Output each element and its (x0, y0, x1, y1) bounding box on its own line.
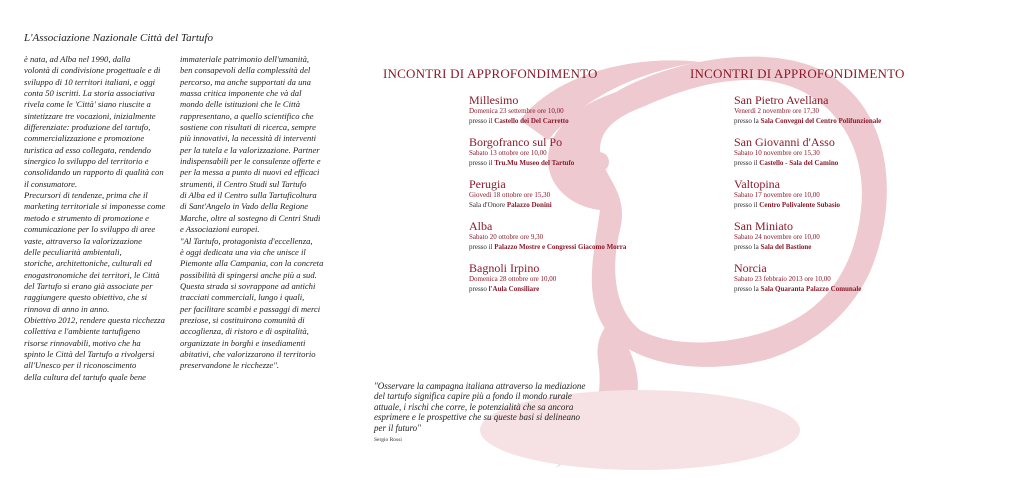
text-line: per la messa a punto di nuovi ed efficaci (180, 167, 320, 178)
text-line: volontà di condivisione progettuale e di (24, 65, 161, 76)
text-line: è nata, ad Alba nel 1990, dalla (24, 54, 131, 64)
text-line: massa critica imponente che và dal (180, 88, 302, 99)
meeting-item (469, 178, 719, 220)
text-line: risorse rinnovabili, motivo che ha (24, 337, 141, 348)
meeting-date: Sabato 10 novembre ore 15,30 (734, 149, 820, 157)
meeting-date: Sabato 13 ottobre ore 10,00 (469, 149, 547, 157)
meeting-item (469, 262, 719, 304)
meeting-city: Valtopina (734, 177, 780, 191)
text-line: storiche, architettoniche, culturali ed (24, 258, 152, 269)
text-line: conta 50 iscritti. La storia associativa (24, 88, 155, 99)
meeting-venue (734, 159, 984, 169)
meeting-venue-prefix: presso il (734, 158, 758, 167)
text-line: più innovativi, la necessità di interventi (180, 133, 317, 144)
meeting-item (734, 94, 984, 136)
meeting-venue (734, 117, 984, 127)
text-line: Obiettivo 2012, rendere questa ricchezza (24, 314, 165, 325)
meeting-item (734, 178, 984, 220)
meeting-date: Venerdì 2 novembre ore 17,30 (734, 107, 819, 115)
text-line: differenziate: produzione del tartufo, (24, 122, 151, 133)
meeting-venue-prefix: presso la (734, 242, 759, 251)
text-line: spinto le Città del Tartufo a rivolgersi (24, 348, 155, 359)
text-line: strumenti, il Centro Studi sul Tartufo (180, 178, 307, 189)
text-line: all'Unesco per il riconoscimento (24, 360, 137, 371)
text-line: vaste, attraverso la valorizzazione (24, 235, 142, 246)
text-line: per la tutela e la valorizzazione. Partner (180, 144, 320, 155)
meeting-venue-prefix: presso il (469, 116, 493, 125)
meeting-venue-name: Sala Convegni del Centro Polifunzionale (760, 116, 882, 125)
meeting-venue-name: Palazzo Mostre e Congressi Giacomo Morra (494, 242, 627, 251)
text-line: delle peculiarità ambientali, (24, 246, 122, 257)
meetings-right-list (734, 94, 984, 304)
meeting-item (734, 220, 984, 262)
meeting-venue (469, 285, 719, 295)
text-line: indispensabili per le consulenze offerte e (180, 156, 321, 167)
text-line: "Al Tartufo, protagonista d'eccellenza, (180, 235, 313, 246)
text-line: raggiungere questo obiettivo, che si (24, 292, 148, 303)
association-title: L'Associazione Nazionale Città del Tartufo (24, 32, 213, 44)
meeting-venue (734, 243, 984, 253)
text-line: sinergico lo sviluppo del territorio e (24, 156, 149, 167)
meeting-venue (469, 117, 719, 127)
text-line: tracciati commerciali, lungo i quali, (180, 292, 305, 303)
text-line: comunicazione per lo sviluppo di aree (24, 224, 156, 235)
text-line: e Associazioni europei. (180, 224, 260, 235)
meeting-item (734, 262, 984, 304)
text-line: accoglienza, di ristoro e di ospitalità, (180, 326, 309, 337)
text-line: sintetizzare tre vocazioni, inizialmente (24, 110, 156, 121)
meeting-venue-name: Sala Quaranta Palazzo Comunale (760, 284, 862, 293)
meetings-left-list (469, 94, 719, 304)
meeting-venue (469, 243, 719, 253)
text-line: rappresentano, a quello scientifico che (180, 110, 314, 121)
text-line: per facilitare scambi e passaggi di merci (180, 303, 321, 314)
text-line: Marche, oltre al sostegno di Centri Studi (180, 212, 321, 223)
meeting-venue-prefix: Sala d'Onore (469, 200, 506, 209)
text-line: di Alba ed il Centro sulla Tartuficoltura (180, 190, 317, 201)
meeting-venue-name: Tru.Mu Museo del Tartufo (494, 158, 575, 167)
text-line: possibilità di spingersi anche più a sud. (180, 269, 317, 280)
meeting-item (469, 136, 719, 178)
meeting-venue-name: Palazzo Donini (506, 200, 552, 209)
quote-line: "Osservare la campagna italiana attraverso la mediazione (374, 381, 586, 391)
meeting-city: San Pietro Avellana (734, 93, 829, 107)
meeting-venue (469, 201, 719, 211)
meetings-right-title: INCONTRI DI APPROFONDIMENTO (690, 66, 905, 81)
meeting-venue-prefix: presso il (469, 158, 493, 167)
text-line: rivela come le 'Città' siano riuscite a (24, 99, 151, 110)
meeting-city: Borgofranco sul Po (469, 135, 563, 149)
text-line: commercializzazione e promozione (24, 133, 145, 144)
meeting-date: Sabato 24 novembre ore 10,00 (734, 233, 820, 241)
quote-line: attuale, i rischi che corre, le potenzialità che sa ancora (374, 401, 574, 412)
meeting-venue-prefix: presso la (734, 116, 759, 125)
meeting-date: Domenica 23 settembre ore 10,00 (469, 107, 564, 115)
text-line: immateriale patrimonio dell'umanità, (180, 54, 310, 64)
meeting-venue (469, 159, 719, 169)
meeting-item (734, 136, 984, 178)
meeting-city: Perugia (469, 177, 506, 191)
meeting-city: Millesimo (469, 93, 519, 107)
meeting-venue-prefix: presso il (734, 200, 758, 209)
quote-line: per il futuro" (374, 422, 421, 433)
meeting-date: Giovedì 18 ottobre ore 15,30 (469, 191, 551, 199)
meeting-venue-prefix: presso il (469, 242, 493, 251)
association-text-column-2 (180, 54, 330, 372)
quote-line: esprimere e le prospettive che su queste basi si delineano (374, 412, 581, 423)
association-text-column-1 (24, 54, 174, 383)
meeting-date: Domenica 28 ottobre ore 10,00 (469, 275, 557, 283)
text-line: enogastronomiche dei territori, le Città (24, 269, 160, 280)
text-line: organizzate in borghi e insediamenti (180, 337, 306, 348)
meeting-city: Bagnoli Irpino (469, 261, 540, 275)
text-line: sostiene con risultati di ricerca, sempre (180, 122, 316, 133)
text-line: preziose, si costituirono comunità di (180, 314, 305, 325)
text-line: consolidando un rapporto di qualità con (24, 167, 164, 178)
text-line: Piemonte alla Campania, con la concreta (180, 258, 324, 269)
meeting-venue-name: Castello dei Del Carretto (494, 116, 569, 125)
meeting-date: Sabato 17 novembre ore 10,00 (734, 191, 820, 199)
meeting-date: Sabato 23 febbraio 2013 ore 10,00 (734, 275, 831, 283)
quote-author: Sergio Rossi (374, 437, 402, 443)
text-line: metodo e strumento di promozione e (24, 212, 149, 223)
text-line: rinnova di anno in anno. (24, 303, 110, 314)
text-line: percorso, ma anche supportati da una (180, 76, 311, 87)
meeting-date: Sabato 20 ottobre ore 9,30 (469, 233, 544, 241)
meeting-venue-name: l'Aula Consiliare (488, 284, 540, 293)
quote-line: del tartufo significa capire più a fondo il mondo rurale (374, 391, 572, 402)
text-line: il consumatore. (24, 178, 78, 189)
meetings-left-title: INCONTRI DI APPROFONDIMENTO (383, 66, 598, 81)
text-line: Precursori di tendenze, prima che il (24, 190, 148, 201)
text-line: turistica ad esso collegata, rendendo (24, 144, 151, 155)
meeting-venue (734, 285, 984, 295)
meeting-venue-name: Centro Polivalente Subasio (759, 200, 841, 209)
text-line: sviluppo di 10 territori italiani, e oggi (24, 76, 156, 87)
text-line: del Tartufo si erano già associate per (24, 280, 153, 291)
text-line: preservandone le ricchezze". (180, 360, 279, 371)
text-line: di Sant'Angelo in Vado della Regione (180, 201, 309, 212)
text-line: della cultura del tartufo quale bene (24, 371, 146, 382)
meeting-venue-name: Sala del Bastione (760, 242, 812, 251)
meeting-city: Norcia (734, 261, 767, 275)
meeting-item (469, 220, 719, 262)
meeting-city: Alba (469, 219, 493, 233)
text-line: è oggi dedicata una via che unisce il (180, 246, 306, 257)
meeting-venue-name: Castello - Sala del Camino (759, 158, 839, 167)
meeting-venue-prefix: presso (469, 284, 487, 293)
meeting-venue (734, 201, 984, 211)
text-line: marketing territoriale si imponesse come (24, 201, 166, 212)
text-line: abitativi, che valorizzarono il territorio (180, 348, 316, 359)
text-line: ben consapevoli della complessità del (180, 65, 311, 76)
text-line: mondo delle istituzioni che le Città (180, 99, 301, 110)
meeting-city: San Miniato (734, 219, 793, 233)
text-line: Questa strada si sovrappone ad antichi (180, 280, 316, 291)
quote-text (374, 381, 694, 433)
text-line: collettiva e l'ambiente tartufigeno (24, 326, 141, 337)
meeting-city: San Giovanni d'Asso (734, 135, 835, 149)
meeting-venue-prefix: presso la (734, 284, 759, 293)
meeting-item (469, 94, 719, 136)
